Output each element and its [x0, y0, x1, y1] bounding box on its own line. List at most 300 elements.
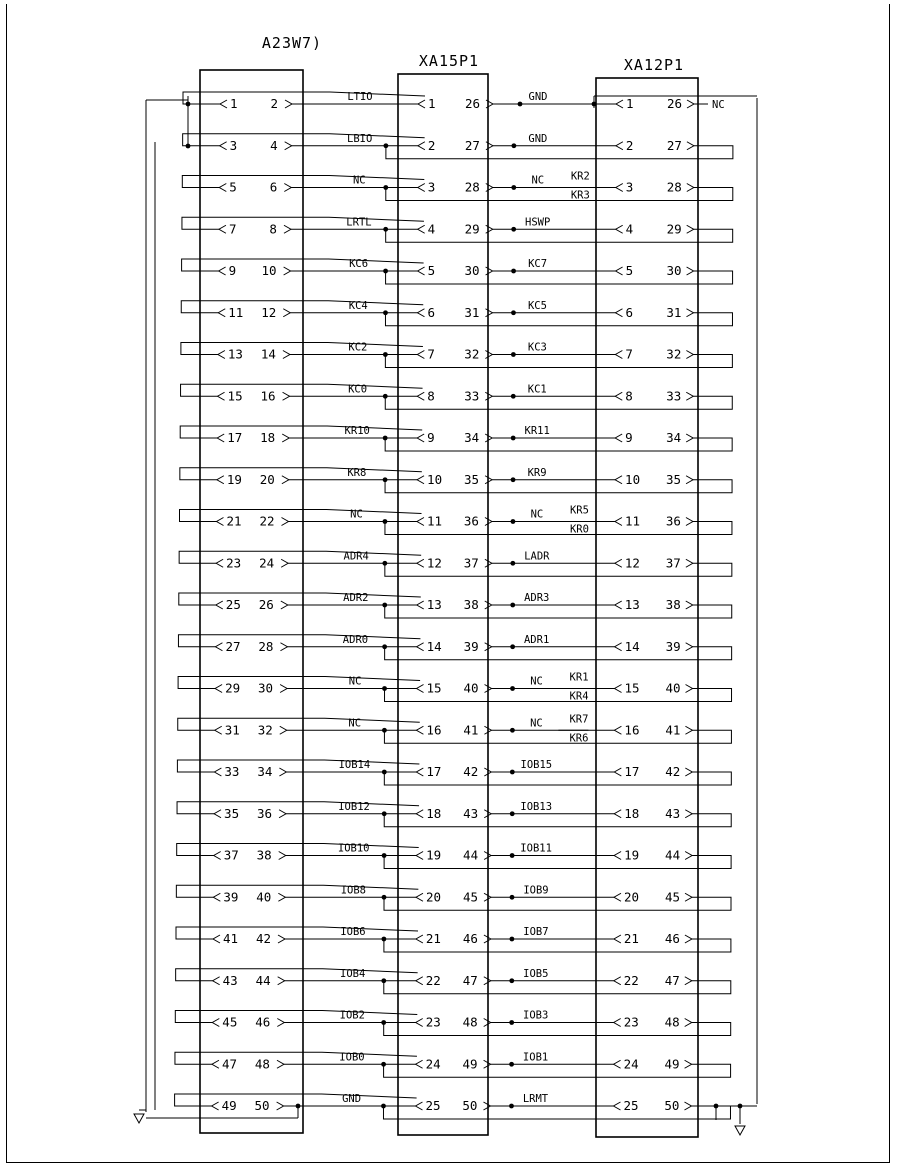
- row-loop: [176, 885, 418, 897]
- pin-label: 47: [462, 972, 478, 988]
- junction-dot: [383, 352, 388, 357]
- pin-arrow-in: [219, 184, 226, 192]
- pin-label: 21: [226, 513, 242, 529]
- pin-arrow-in: [613, 1102, 620, 1110]
- pin-arrow-in: [417, 685, 424, 693]
- pin-arrow-out: [282, 476, 289, 484]
- pin-arrow-out: [486, 142, 493, 150]
- pin-arrow-in: [417, 392, 424, 400]
- junction-dot: [381, 1062, 386, 1067]
- pin-arrow-out: [282, 518, 289, 526]
- junction-dot: [382, 853, 387, 858]
- pin-label: 7: [625, 346, 633, 362]
- pin-label: 40: [463, 680, 479, 696]
- pin-arrow-out: [685, 893, 692, 901]
- pin-arrow-in: [214, 768, 221, 776]
- signal-label: GND: [342, 1093, 362, 1105]
- signal-label: NC: [530, 717, 543, 730]
- pin-arrow-in: [417, 434, 424, 442]
- pin-label: 25: [623, 1098, 639, 1113]
- pin-label: 38: [665, 597, 681, 612]
- signal-label-upper: KR5: [569, 504, 589, 517]
- row-loop: [183, 92, 425, 104]
- pin-arrow-out: [278, 935, 285, 943]
- ground-symbol: [735, 1126, 745, 1135]
- signal-label: KC6: [349, 258, 369, 270]
- pin-label: 15: [227, 388, 243, 404]
- pin-label: 49: [664, 1056, 680, 1072]
- pin-label: 35: [665, 471, 682, 487]
- pin-arrow-in: [614, 768, 621, 776]
- pin-label: 3: [427, 179, 436, 195]
- pin-label: 21: [623, 931, 639, 946]
- pin-arrow-in: [418, 142, 425, 150]
- pin-arrow-out: [486, 267, 493, 275]
- junction-dot: [383, 269, 388, 274]
- nc-label: NC: [712, 99, 725, 111]
- junction-dot: [382, 686, 387, 691]
- pin-label: 31: [224, 722, 240, 738]
- pin-label: 31: [666, 304, 682, 320]
- junction-dot: [382, 728, 387, 733]
- pin-arrow-out: [686, 392, 693, 400]
- pin-label: 20: [426, 889, 442, 905]
- pin-arrow-in: [214, 810, 221, 818]
- pin-arrow-in: [615, 559, 622, 567]
- pin-arrow-in: [213, 977, 220, 985]
- pin-label: 10: [261, 263, 277, 278]
- pin-arrow-in: [616, 184, 623, 192]
- signal-label: NC: [348, 675, 362, 688]
- pin-label: 48: [254, 1056, 270, 1072]
- pin-arrow-out: [485, 351, 492, 359]
- pin-arrow-out: [281, 601, 288, 609]
- signal-label: LTIO: [347, 91, 373, 103]
- pin-arrow-out: [283, 309, 290, 317]
- pin-arrow-in: [212, 1102, 219, 1110]
- pin-arrow-in: [615, 643, 622, 651]
- pin-arrow-in: [417, 476, 424, 484]
- junction-dot: [509, 1104, 514, 1109]
- signal-label-upper: KR2: [570, 170, 590, 183]
- pin-label: 35: [224, 805, 240, 821]
- junction-dot: [511, 436, 516, 441]
- pin-label: 7: [228, 221, 237, 237]
- pin-label: 30: [258, 680, 274, 696]
- pin-label: 10: [625, 471, 641, 487]
- pin-arrow-in: [218, 351, 225, 359]
- pin-arrow-out: [277, 1019, 284, 1027]
- pin-arrow-out: [486, 100, 493, 108]
- junction-dot: [381, 978, 386, 983]
- signal-label: NC: [530, 675, 543, 688]
- pin-arrow-in: [215, 685, 222, 693]
- signal-label: IOB10: [337, 842, 370, 855]
- pin-arrow-in: [416, 726, 423, 734]
- pin-label: 18: [624, 805, 640, 821]
- pin-arrow-in: [216, 601, 223, 609]
- pin-arrow-in: [418, 100, 425, 108]
- pin-label: 19: [426, 847, 442, 863]
- pin-arrow-in: [616, 267, 623, 275]
- signal-label: KC3: [527, 341, 547, 354]
- pin-label: 42: [255, 931, 271, 946]
- pin-label: 36: [665, 513, 681, 529]
- signal-label: ADR4: [343, 550, 369, 563]
- pin-arrow-out: [687, 267, 694, 275]
- pin-arrow-in: [215, 643, 222, 651]
- pin-arrow-in: [213, 893, 220, 901]
- pin-arrow-in: [616, 100, 623, 108]
- pin-label: 40: [665, 680, 681, 696]
- pin-arrow-out: [284, 184, 291, 192]
- pin-arrow-in: [220, 142, 227, 150]
- pin-label: 37: [463, 555, 479, 571]
- junction-dot: [510, 853, 515, 858]
- pin-label: 31: [464, 304, 480, 320]
- row-loop: [177, 844, 419, 856]
- pin-label: 22: [425, 972, 441, 988]
- pin-label: 30: [464, 263, 480, 278]
- pin-arrow-out: [278, 977, 285, 985]
- pin-label: 44: [255, 972, 271, 988]
- pin-label: 11: [228, 304, 244, 320]
- pin-arrow-out: [685, 1019, 692, 1027]
- junction-dot: [510, 811, 515, 816]
- pin-label: 42: [665, 764, 681, 779]
- pin-arrow-in: [616, 142, 623, 150]
- signal-label-lower: KR3: [570, 189, 590, 202]
- signal-label: KC2: [348, 341, 368, 354]
- pin-label: 6: [427, 304, 436, 320]
- pin-arrow-out: [486, 225, 493, 233]
- junction-dot: [509, 1020, 514, 1025]
- pin-arrow-in: [614, 1019, 621, 1027]
- pin-arrow-in: [219, 267, 226, 275]
- junction-dot: [383, 310, 388, 315]
- pin-arrow-in: [614, 810, 621, 818]
- pin-label: 6: [625, 304, 634, 320]
- pin-label: 25: [425, 1098, 441, 1113]
- pin-label: 24: [259, 555, 275, 571]
- pin-arrow-out: [285, 100, 292, 108]
- pin-label: 18: [260, 430, 276, 445]
- pin-label: 28: [258, 638, 274, 654]
- pin-arrow-in: [216, 559, 223, 567]
- signal-label: IOB4: [340, 967, 366, 980]
- signal-label: IOB11: [520, 842, 552, 855]
- pin-label: 8: [269, 221, 277, 237]
- pin-arrow-out: [685, 726, 692, 734]
- signal-label: ADR2: [343, 592, 369, 604]
- signal-label: KR9: [527, 466, 547, 479]
- junction-dot: [510, 644, 515, 649]
- junction-dot: [381, 1104, 386, 1109]
- pin-arrow-out: [279, 768, 286, 776]
- pin-arrow-out: [277, 1060, 284, 1068]
- junction-dot: [511, 352, 516, 357]
- pin-arrow-in: [615, 601, 622, 609]
- pin-label: 29: [464, 221, 480, 237]
- pin-arrow-in: [217, 518, 224, 526]
- pin-label: 45: [222, 1014, 238, 1030]
- row-loop: [175, 1011, 417, 1023]
- signal-label: IOB3: [523, 1009, 549, 1022]
- signal-label: HSWP: [525, 216, 551, 229]
- pin-arrow-in: [615, 685, 622, 693]
- junction-dot: [383, 143, 388, 148]
- signal-label: LADR: [524, 550, 550, 563]
- signal-label: NC: [352, 174, 366, 187]
- pin-label: 21: [425, 931, 441, 946]
- pin-label: 2: [427, 137, 436, 153]
- pin-label: 34: [464, 430, 480, 445]
- pin-label: 15: [624, 680, 640, 696]
- signal-label-lower: KR4: [569, 690, 589, 703]
- pin-arrow-in: [415, 1102, 422, 1110]
- connector-right-title: XA12P1: [623, 56, 685, 74]
- signal-label: KC4: [348, 299, 368, 312]
- junction-dot: [518, 102, 523, 107]
- signal-label: IOB8: [340, 884, 366, 897]
- pin-label: 9: [228, 263, 237, 278]
- pin-arrow-out: [281, 559, 288, 567]
- signal-label: KC5: [527, 299, 547, 312]
- signal-label: GND: [528, 91, 548, 103]
- pin-arrow-out: [687, 184, 694, 192]
- pin-arrow-out: [483, 1102, 490, 1110]
- pin-label: 12: [426, 555, 442, 571]
- pin-label: 23: [623, 1014, 639, 1030]
- pin-label: 10: [427, 471, 443, 487]
- signal-label: NC: [530, 508, 544, 521]
- pin-arrow-in: [416, 893, 423, 901]
- pin-arrow-in: [614, 726, 621, 734]
- pin-label: 43: [222, 972, 238, 988]
- pin-label: 46: [462, 931, 478, 946]
- pin-label: 42: [463, 764, 479, 779]
- pin-label: 44: [463, 847, 479, 863]
- signal-label-lower: KR0: [569, 523, 589, 536]
- pin-arrow-in: [418, 267, 425, 275]
- pin-arrow-in: [217, 434, 224, 442]
- junction-dot: [383, 477, 388, 482]
- pin-arrow-in: [615, 392, 622, 400]
- junction-dot: [509, 1062, 514, 1067]
- pin-label: 22: [259, 513, 275, 529]
- pin-arrow-in: [417, 351, 424, 359]
- pin-label: 48: [664, 1014, 680, 1030]
- pin-arrow-in: [212, 1060, 219, 1068]
- pin-arrow-out: [285, 142, 292, 150]
- pin-arrow-in: [416, 977, 423, 985]
- pin-label: 3: [229, 137, 238, 153]
- pin-label: 29: [666, 221, 682, 237]
- pin-arrow-out: [280, 726, 287, 734]
- signal-label: ADR0: [342, 633, 369, 646]
- junction-dot: [510, 686, 515, 691]
- pin-label: 5: [229, 179, 237, 195]
- signal-label: LBIO: [347, 132, 373, 145]
- pin-arrow-out: [484, 1019, 491, 1027]
- pin-arrow-out: [686, 476, 693, 484]
- pin-arrow-in: [615, 309, 622, 317]
- pin-arrow-in: [416, 935, 423, 943]
- pin-label: 29: [225, 680, 241, 696]
- pin-arrow-out: [277, 1102, 284, 1110]
- signal-label: NC: [348, 717, 362, 730]
- pin-arrow-in: [213, 935, 220, 943]
- pin-label: 38: [256, 847, 272, 863]
- pin-label: 34: [257, 764, 273, 779]
- pin-label: 11: [624, 513, 641, 529]
- pin-arrow-out: [686, 559, 693, 567]
- pin-arrow-out: [686, 309, 693, 317]
- junction-dot: [382, 644, 387, 649]
- pin-arrow-in: [218, 392, 225, 400]
- signal-label: IOB15: [520, 759, 553, 771]
- pin-label: 39: [665, 638, 681, 654]
- pin-arrow-out: [686, 685, 693, 693]
- junction-dot: [382, 770, 387, 775]
- pin-label: 47: [664, 972, 680, 988]
- junction-dot: [383, 394, 388, 399]
- pin-label: 33: [666, 388, 682, 404]
- pin-label: 22: [623, 972, 639, 988]
- signal-label: KC7: [528, 258, 548, 270]
- pin-arrow-in: [416, 768, 423, 776]
- signal-label: IOB5: [523, 967, 549, 980]
- connector-right-body: [596, 78, 698, 1137]
- pin-arrow-out: [284, 225, 291, 233]
- pin-label: 41: [665, 722, 681, 738]
- junction-dot: [510, 728, 515, 733]
- row-loop: [175, 1052, 417, 1064]
- junction-dot: [382, 561, 387, 566]
- pin-arrow-in: [418, 184, 425, 192]
- signal-label: ADR3: [524, 592, 550, 604]
- pin-arrow-out: [686, 351, 693, 359]
- pin-arrow-in: [416, 852, 423, 860]
- pin-label: 19: [226, 471, 242, 487]
- pin-label: 20: [624, 889, 640, 905]
- signal-label-upper: KR1: [569, 671, 589, 684]
- pin-label: 37: [665, 555, 681, 571]
- signal-label: IOB7: [523, 926, 549, 938]
- ground-symbol: [134, 1114, 144, 1123]
- pin-label: 24: [425, 1056, 441, 1072]
- pin-label: 43: [665, 805, 681, 821]
- pin-arrow-in: [614, 1060, 621, 1068]
- signal-label: IOB9: [523, 884, 549, 897]
- row-loop: [175, 1094, 417, 1106]
- pin-label: 16: [426, 722, 442, 738]
- pin-arrow-in: [614, 893, 621, 901]
- pin-arrow-in: [615, 351, 622, 359]
- connector-middle-title: XA15P1: [418, 52, 480, 70]
- pin-label: 45: [462, 889, 479, 905]
- row-loop: [176, 969, 418, 981]
- pin-label: 49: [221, 1098, 237, 1113]
- signal-label: IOB1: [522, 1051, 549, 1064]
- signal-label: KR11: [524, 425, 550, 437]
- pin-label: 20: [259, 471, 275, 487]
- pin-arrow-in: [416, 1019, 423, 1027]
- pin-arrow-out: [282, 434, 289, 442]
- signal-label: IOB14: [338, 759, 371, 771]
- pin-label: 13: [426, 597, 442, 612]
- signal-label: NC: [350, 508, 363, 521]
- pin-arrow-out: [684, 1102, 691, 1110]
- pin-arrow-in: [417, 601, 424, 609]
- pin-arrow-out: [686, 518, 693, 526]
- junction-dot: [510, 561, 515, 566]
- pin-arrow-in: [219, 225, 226, 233]
- pin-arrow-out: [685, 935, 692, 943]
- junction-dot: [510, 770, 515, 775]
- pin-label: 24: [623, 1056, 639, 1072]
- junction-dot: [511, 519, 516, 524]
- pin-label: 1: [230, 96, 238, 111]
- pin-arrow-out: [280, 685, 287, 693]
- pin-label: 17: [624, 764, 640, 779]
- pin-label: 43: [463, 805, 479, 821]
- pin-arrow-in: [416, 1060, 423, 1068]
- pin-arrow-in: [615, 476, 622, 484]
- pin-label: 36: [256, 805, 273, 821]
- signal-label: KR10: [344, 425, 370, 437]
- pin-label: 35: [463, 471, 480, 487]
- signal-label-lower: KR6: [569, 732, 589, 745]
- signal-label: KC1: [527, 383, 547, 396]
- pin-arrow-in: [417, 643, 424, 651]
- pin-label: 33: [224, 764, 240, 779]
- pin-label: 41: [463, 722, 479, 738]
- pin-label: 32: [464, 346, 480, 362]
- signal-label: NC: [531, 174, 545, 187]
- junction-dot: [383, 436, 388, 441]
- pin-label: 16: [624, 722, 640, 738]
- pin-label: 13: [227, 346, 243, 362]
- junction-dot: [382, 895, 387, 900]
- pin-label: 6: [269, 179, 278, 195]
- pin-label: 4: [625, 221, 634, 237]
- pin-label: 17: [227, 430, 243, 445]
- signal-label: LRMT: [522, 1093, 549, 1105]
- pin-arrow-out: [685, 768, 692, 776]
- pin-label: 18: [426, 805, 442, 821]
- pin-arrow-in: [615, 434, 622, 442]
- junction-dot: [383, 519, 388, 524]
- pin-label: 9: [625, 430, 633, 445]
- signal-label: GND: [528, 132, 548, 145]
- pin-label: 4: [427, 221, 436, 237]
- connector-left-title: A23W7): [261, 34, 323, 52]
- pin-label: 8: [427, 388, 435, 404]
- pin-label: 38: [463, 597, 479, 612]
- pin-arrow-out: [484, 1060, 491, 1068]
- pin-arrow-out: [280, 643, 287, 651]
- pin-label: 50: [254, 1098, 270, 1113]
- pin-arrow-out: [687, 142, 694, 150]
- pin-arrow-in: [614, 977, 621, 985]
- pin-label: 8: [625, 388, 633, 404]
- pin-label: 28: [464, 179, 480, 195]
- pin-arrow-in: [417, 518, 424, 526]
- pin-label: 27: [225, 638, 241, 654]
- pin-label: 12: [624, 555, 640, 571]
- pin-label: 34: [666, 430, 682, 445]
